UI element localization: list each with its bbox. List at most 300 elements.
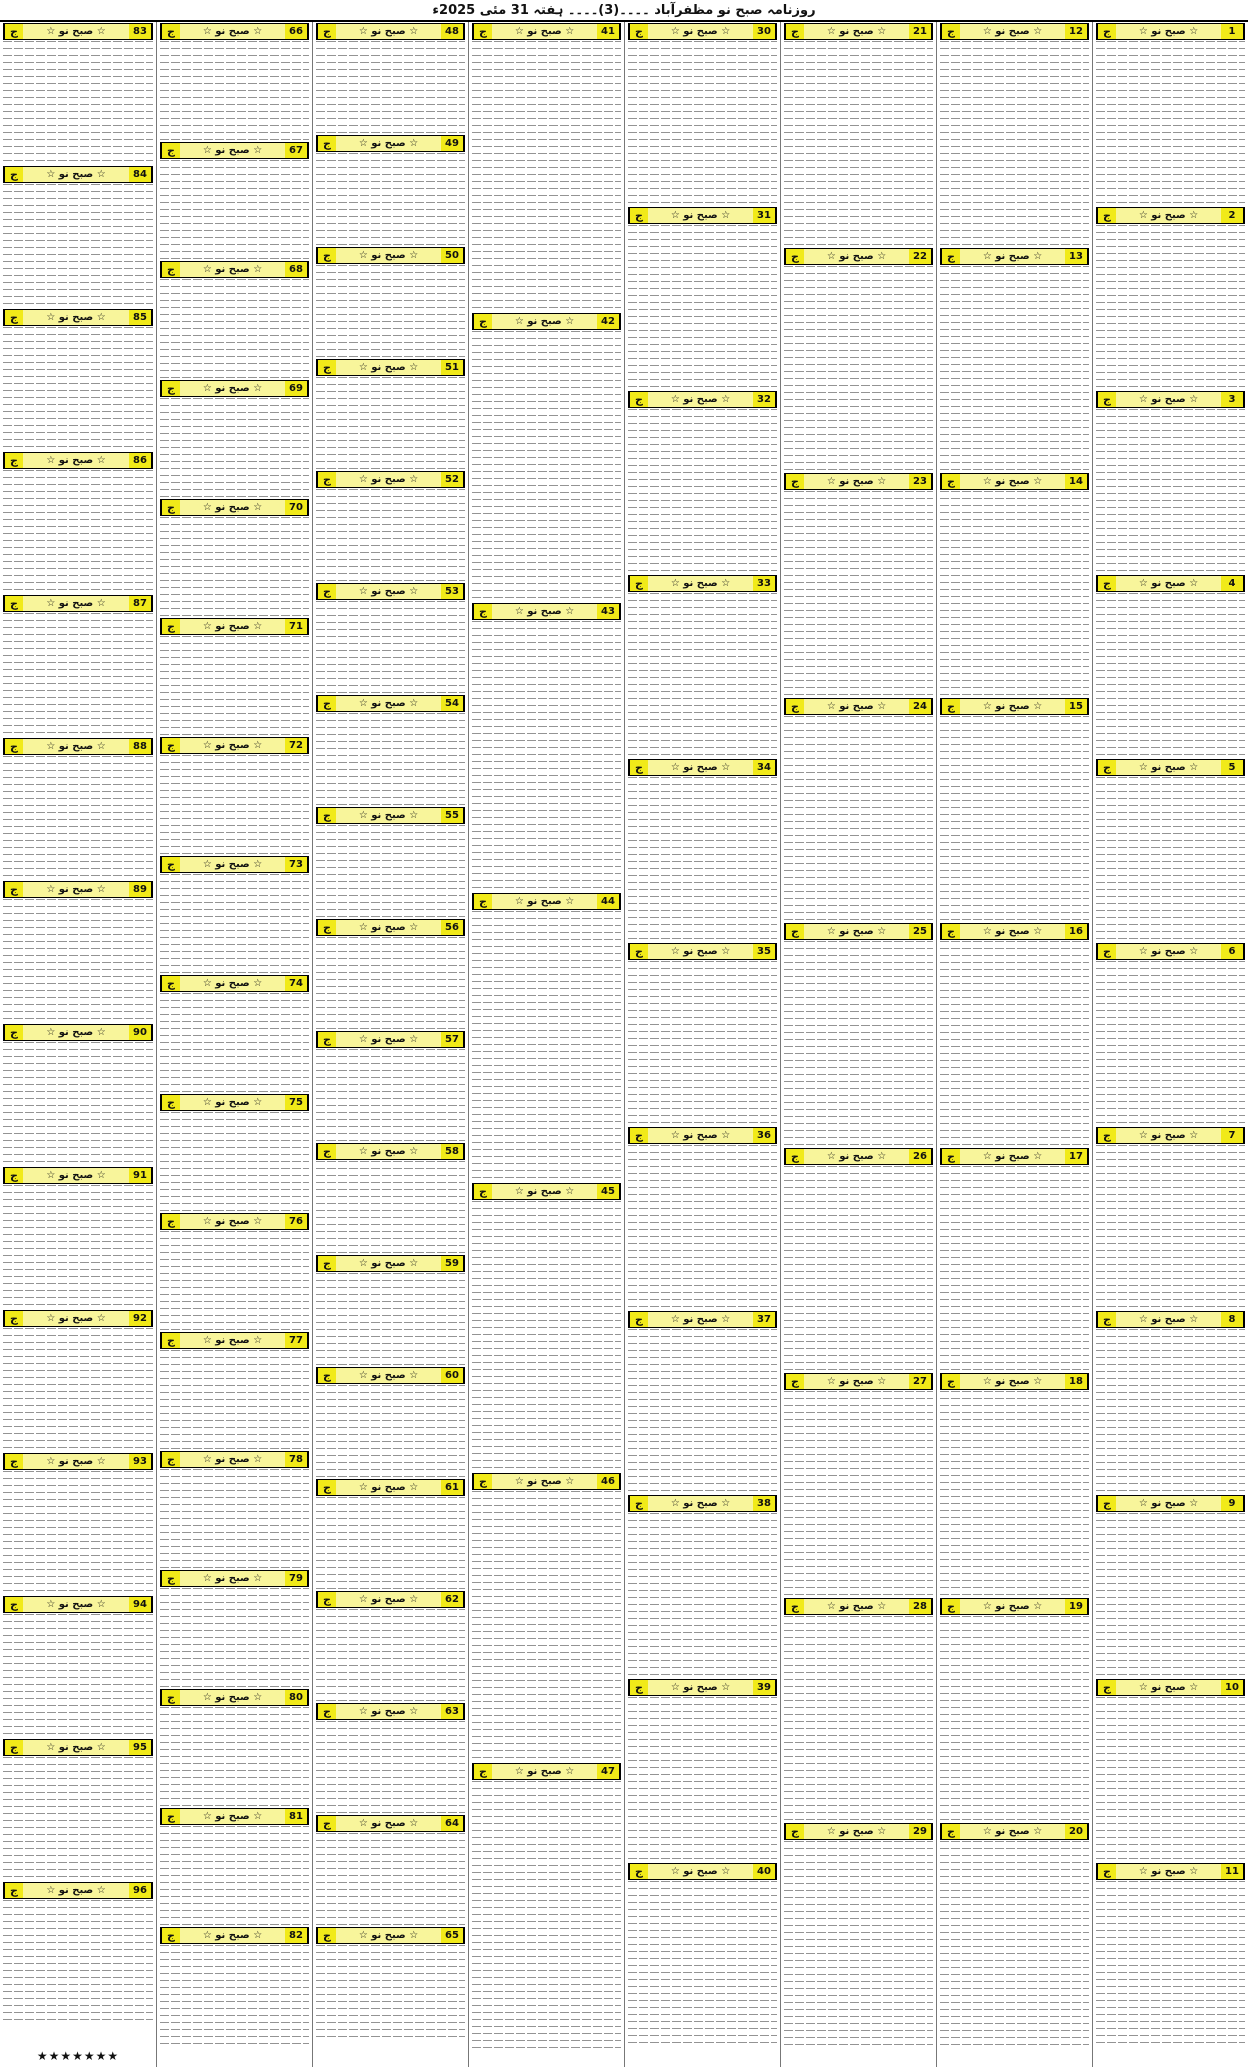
news-item-label: ☆ صبح نو ☆ [202, 1811, 263, 1822]
news-item [3, 1024, 153, 1165]
news-item-header [472, 603, 621, 620]
paper-logo-icon: ج [629, 944, 648, 959]
news-item [3, 166, 153, 307]
news-item-header [316, 807, 465, 824]
news-item-header [784, 698, 933, 715]
news-item-text [472, 911, 621, 1181]
news-item [3, 1882, 153, 2023]
paper-logo-icon: ج [161, 619, 180, 634]
news-item-number: 19 [1065, 1599, 1088, 1614]
news-item-text [316, 1833, 465, 1925]
paper-logo-icon: ج [473, 894, 492, 909]
news-item [3, 1596, 153, 1737]
news-item [940, 473, 1089, 696]
news-item [472, 23, 621, 311]
news-item-header [3, 1024, 153, 1041]
paper-logo-icon: ج [4, 1597, 23, 1612]
news-item [940, 923, 1089, 1146]
paper-logo-icon: ج [473, 314, 492, 329]
news-item-label: ☆ صبح نو ☆ [202, 978, 263, 989]
news-item-text [3, 41, 153, 164]
paper-logo-icon: ج [4, 453, 23, 468]
news-item-number: 51 [441, 360, 464, 375]
news-item-header [940, 1148, 1089, 1165]
news-item-header [784, 923, 933, 940]
news-item-label: ☆ صبح نو ☆ [1138, 762, 1199, 773]
news-item-number: 57 [441, 1032, 464, 1047]
news-item-header [160, 737, 309, 754]
news-item-label: ☆ صبح نو ☆ [670, 1866, 731, 1877]
news-item-header [1096, 1679, 1245, 1696]
news-item-header [1096, 759, 1245, 776]
news-item-label: ☆ صبح نو ☆ [202, 1930, 263, 1941]
news-item [1096, 1679, 1245, 1861]
paper-logo-icon: ج [161, 738, 180, 753]
news-item-header [472, 893, 621, 910]
news-item-number: 83 [129, 24, 152, 39]
news-item-number: 30 [753, 24, 776, 39]
news-item-number: 52 [441, 472, 464, 487]
news-item [160, 1808, 309, 1925]
paper-logo-icon: ج [161, 262, 180, 277]
paper-logo-icon: ج [1097, 1496, 1116, 1511]
news-item-text [1096, 1145, 1245, 1309]
news-item-number: 78 [285, 1452, 308, 1467]
paper-logo-icon: ج [161, 1690, 180, 1705]
news-item-label: ☆ صبح نو ☆ [1138, 578, 1199, 589]
news-item-text [472, 41, 621, 311]
news-item-number: 59 [441, 1256, 464, 1271]
news-item [3, 309, 153, 450]
news-item-text [940, 41, 1089, 246]
news-item-label: ☆ صبح نو ☆ [514, 316, 575, 327]
news-item [3, 1739, 153, 1880]
news-item-label: ☆ صبح نو ☆ [358, 586, 419, 597]
paper-logo-icon: ج [317, 808, 336, 823]
news-item-label: ☆ صبح نو ☆ [826, 476, 887, 487]
news-item [940, 1823, 1089, 2046]
news-item-label: ☆ صبح نو ☆ [202, 264, 263, 275]
news-item-label: ☆ صبح نو ☆ [826, 1376, 887, 1387]
news-item-header [316, 135, 465, 152]
news-item-number: 54 [441, 696, 464, 711]
news-item-number: 48 [441, 24, 464, 39]
paper-logo-icon: ج [317, 920, 336, 935]
news-item-number: 33 [753, 576, 776, 591]
paper-logo-icon: ج [317, 1704, 336, 1719]
paper-logo-icon: ج [629, 24, 648, 39]
news-item-text [160, 993, 309, 1092]
paper-logo-icon: ج [785, 1374, 804, 1389]
paper-logo-icon: ج [785, 699, 804, 714]
news-item-number: 45 [597, 1184, 620, 1199]
news-item-label: ☆ صبح نو ☆ [670, 762, 731, 773]
news-item-number: 72 [285, 738, 308, 753]
masthead [0, 0, 1248, 22]
news-item-header [472, 1763, 621, 1780]
news-item-number: 62 [441, 1592, 464, 1607]
news-item-header [1096, 23, 1245, 40]
news-item-label: ☆ صبح نو ☆ [982, 26, 1043, 37]
news-item [784, 1598, 933, 1821]
news-item-header [628, 1127, 777, 1144]
news-item-header [628, 1495, 777, 1512]
news-item-label: ☆ صبح نو ☆ [982, 251, 1043, 262]
paper-logo-icon: ج [785, 924, 804, 939]
news-item-text [316, 1049, 465, 1141]
news-item [316, 471, 465, 581]
news-item [1096, 23, 1245, 205]
news-item-text [1096, 41, 1245, 205]
news-item-header [628, 943, 777, 960]
news-item-label: ☆ صبح نو ☆ [46, 1742, 106, 1753]
news-item-number: 40 [753, 1864, 776, 1879]
news-item-label: ☆ صبح نو ☆ [358, 1706, 419, 1717]
news-item-label: ☆ صبح نو ☆ [46, 26, 106, 37]
paper-logo-icon: ج [4, 1883, 23, 1898]
news-item-number: 21 [909, 24, 932, 39]
paper-logo-icon: ج [1097, 208, 1116, 223]
paper-logo-icon: ج [4, 24, 23, 39]
news-item-text [3, 1471, 153, 1594]
paper-logo-icon: ج [317, 584, 336, 599]
paper-logo-icon: ج [785, 24, 804, 39]
news-item [784, 923, 933, 1146]
news-item [628, 1679, 777, 1861]
news-item-label: ☆ صبح نو ☆ [202, 26, 263, 37]
news-item-label: ☆ صبح نو ☆ [358, 1034, 419, 1045]
news-item-text [628, 225, 777, 389]
news-item-text [940, 716, 1089, 921]
news-item-number: 34 [753, 760, 776, 775]
news-item-header [3, 595, 153, 612]
paper-logo-icon: ج [317, 1256, 336, 1271]
news-item-header [316, 1367, 465, 1384]
news-item-header [628, 1863, 777, 1880]
news-item-number: 11 [1221, 1864, 1244, 1879]
news-item-text [1096, 1513, 1245, 1677]
paper-logo-icon: ج [161, 1214, 180, 1229]
news-item-text [472, 1201, 621, 1471]
paper-logo-icon: ج [4, 1168, 23, 1183]
news-item [940, 1148, 1089, 1371]
news-item-header [628, 575, 777, 592]
news-item-number: 10 [1221, 1680, 1244, 1695]
paper-logo-icon: ج [941, 1824, 960, 1839]
news-item [3, 738, 153, 879]
news-item [1096, 1495, 1245, 1677]
news-item-label: ☆ صبح نو ☆ [46, 1313, 106, 1324]
news-item [3, 452, 153, 593]
news-item-number: 80 [285, 1690, 308, 1705]
news-item-header [940, 473, 1089, 490]
news-item-text [160, 517, 309, 616]
news-item-label: ☆ صبح نو ☆ [358, 1258, 419, 1269]
news-item-header [316, 1927, 465, 1944]
news-item-text [316, 1385, 465, 1477]
news-item-label: ☆ صبح نو ☆ [982, 1151, 1043, 1162]
news-item-text [3, 613, 153, 736]
news-item [628, 943, 777, 1125]
column [780, 22, 936, 2067]
news-item [628, 575, 777, 757]
news-item-number: 91 [129, 1168, 152, 1183]
paper-logo-icon: ج [941, 1149, 960, 1164]
news-item-header [784, 1148, 933, 1165]
news-item-label: ☆ صبح نو ☆ [1138, 26, 1199, 37]
news-item-text [1096, 1329, 1245, 1493]
news-item-label: ☆ صبح نو ☆ [202, 1216, 263, 1227]
news-item [316, 695, 465, 805]
news-item-header [628, 1311, 777, 1328]
news-item [3, 23, 153, 164]
news-item-number: 44 [597, 894, 620, 909]
news-item-text [1096, 225, 1245, 389]
news-item-text [160, 1707, 309, 1806]
news-item [316, 23, 465, 133]
news-item-text [160, 636, 309, 735]
news-item-header [1096, 943, 1245, 960]
news-item-number: 43 [597, 604, 620, 619]
paper-logo-icon: ج [4, 1740, 23, 1755]
news-item [1096, 1311, 1245, 1493]
paper-logo-icon: ج [941, 924, 960, 939]
news-item-number: 86 [129, 453, 152, 468]
paper-logo-icon: ج [1097, 576, 1116, 591]
news-item-text [1096, 777, 1245, 941]
news-item [316, 1703, 465, 1813]
news-item [160, 1332, 309, 1449]
paper-logo-icon: ج [941, 474, 960, 489]
news-item-number: 89 [129, 882, 152, 897]
news-item-text [3, 1900, 153, 2023]
paper-logo-icon: ج [1097, 944, 1116, 959]
news-item [160, 1927, 309, 2044]
news-item-header [160, 1927, 309, 1944]
paper-logo-icon: ج [4, 310, 23, 325]
news-item-label: ☆ صبح نو ☆ [826, 926, 887, 937]
news-item-text [784, 1391, 933, 1596]
news-item-number: 41 [597, 24, 620, 39]
news-item-label: ☆ صبح نو ☆ [202, 145, 263, 156]
news-item-text [472, 1781, 621, 2051]
news-item-text [784, 1166, 933, 1371]
news-item-header [316, 23, 465, 40]
news-item-text [940, 1616, 1089, 1821]
paper-logo-icon: ج [629, 760, 648, 775]
paper-logo-icon: ج [473, 24, 492, 39]
news-item-number: 36 [753, 1128, 776, 1143]
news-item-text [316, 1945, 465, 2037]
news-item-text [316, 377, 465, 469]
news-item-header [3, 452, 153, 469]
paper-logo-icon: ج [941, 24, 960, 39]
news-item-text [628, 1881, 777, 2045]
news-item [3, 1453, 153, 1594]
news-item-label: ☆ صبح نو ☆ [982, 701, 1043, 712]
news-item-label: ☆ صبح نو ☆ [358, 138, 419, 149]
news-item [316, 1591, 465, 1701]
news-item-number: 68 [285, 262, 308, 277]
news-item-number: 94 [129, 1597, 152, 1612]
news-item-number: 6 [1221, 944, 1244, 959]
news-item-number: 49 [441, 136, 464, 151]
news-item-label: ☆ صبح نو ☆ [514, 1766, 575, 1777]
news-item [316, 247, 465, 357]
paper-logo-icon: ج [941, 249, 960, 264]
news-item-header [316, 695, 465, 712]
paper-logo-icon: ج [629, 1312, 648, 1327]
news-item [784, 1148, 933, 1371]
paper-logo-icon: ج [941, 1599, 960, 1614]
paper-logo-icon: ج [4, 739, 23, 754]
news-item [940, 698, 1089, 921]
news-item-header [784, 473, 933, 490]
news-item-text [316, 1721, 465, 1813]
news-item-text [160, 41, 309, 140]
paper-logo-icon: ج [317, 1928, 336, 1943]
paper-logo-icon: ج [629, 1128, 648, 1143]
news-item-label: ☆ صبح نو ☆ [202, 502, 263, 513]
news-item-header [784, 1823, 933, 1840]
news-item [472, 313, 621, 601]
news-item-number: 46 [597, 1474, 620, 1489]
news-item [316, 1255, 465, 1365]
paper-logo-icon: ج [161, 976, 180, 991]
news-item-text [784, 1616, 933, 1821]
news-item-label: ☆ صبح نو ☆ [358, 362, 419, 373]
news-item-label: ☆ صبح نو ☆ [358, 1482, 419, 1493]
news-item-number: 39 [753, 1680, 776, 1695]
news-item-number: 67 [285, 143, 308, 158]
news-item-text [160, 1112, 309, 1211]
news-item-number: 85 [129, 310, 152, 325]
paper-logo-icon: ج [1097, 1128, 1116, 1143]
news-item-label: ☆ صبح نو ☆ [202, 1454, 263, 1465]
news-item-header [1096, 575, 1245, 592]
news-item-text [784, 41, 933, 246]
paper-logo-icon: ج [317, 472, 336, 487]
news-item [160, 261, 309, 378]
paper-logo-icon: ج [473, 1184, 492, 1199]
news-item [784, 473, 933, 696]
column [312, 22, 468, 2067]
news-item-text [3, 1185, 153, 1308]
news-item-text [160, 1231, 309, 1330]
news-item-label: ☆ صبح نو ☆ [202, 859, 263, 870]
news-item-header [316, 1143, 465, 1160]
column [468, 22, 624, 2067]
news-item-header [628, 207, 777, 224]
news-item-number: 88 [129, 739, 152, 754]
news-item-number: 29 [909, 1824, 932, 1839]
news-item-label: ☆ صبح نو ☆ [202, 740, 263, 751]
news-item-number: 84 [129, 167, 152, 182]
news-item-label: ☆ صبح نو ☆ [358, 474, 419, 485]
news-item-header [160, 1332, 309, 1349]
news-item-text [940, 1166, 1089, 1371]
news-item [316, 1815, 465, 1925]
news-item-number: 13 [1065, 249, 1088, 264]
news-item [628, 207, 777, 389]
news-item-header [940, 1598, 1089, 1615]
news-item-header [160, 1213, 309, 1230]
paper-logo-icon: ج [161, 381, 180, 396]
news-item-label: ☆ صبح نو ☆ [826, 1151, 887, 1162]
news-item-number: 3 [1221, 392, 1244, 407]
news-item-number: 79 [285, 1571, 308, 1586]
news-item-number: 38 [753, 1496, 776, 1511]
news-item-text [628, 961, 777, 1125]
news-item-label: ☆ صبح نو ☆ [202, 621, 263, 632]
news-item-text [1096, 593, 1245, 757]
news-item-text [628, 1697, 777, 1861]
news-item-label: ☆ صبح نو ☆ [514, 1186, 575, 1197]
news-item-text [160, 1945, 309, 2044]
paper-logo-icon: ج [161, 24, 180, 39]
news-item [784, 698, 933, 921]
news-item-header [3, 1882, 153, 1899]
news-item-label: ☆ صبح نو ☆ [46, 1885, 106, 1896]
paper-logo-icon: ج [317, 248, 336, 263]
paper-logo-icon: ج [941, 1374, 960, 1389]
news-item-header [940, 923, 1089, 940]
news-item-text [316, 153, 465, 245]
news-item-header [1096, 1495, 1245, 1512]
news-item-label: ☆ صبح نو ☆ [670, 1498, 731, 1509]
news-item-number: 28 [909, 1599, 932, 1614]
news-item-header [160, 499, 309, 516]
news-item-number: 26 [909, 1149, 932, 1164]
news-item-label: ☆ صبح نو ☆ [514, 1476, 575, 1487]
news-item-header [316, 919, 465, 936]
news-item-text [628, 1145, 777, 1309]
paper-logo-icon: ج [317, 1144, 336, 1159]
news-item-number: 92 [129, 1311, 152, 1326]
news-item-label: ☆ صبح نو ☆ [982, 1826, 1043, 1837]
news-item-text [316, 265, 465, 357]
news-item-text [784, 1841, 933, 2046]
news-item-label: ☆ صبح نو ☆ [514, 606, 575, 617]
news-item-text [160, 874, 309, 973]
news-item-header [1096, 1311, 1245, 1328]
news-item-number: 8 [1221, 1312, 1244, 1327]
news-item-header [160, 975, 309, 992]
news-item [316, 1367, 465, 1477]
news-item-number: 58 [441, 1144, 464, 1159]
news-item-text [3, 1042, 153, 1165]
news-item-label: ☆ صبح نو ☆ [670, 578, 731, 589]
news-item-number: 31 [753, 208, 776, 223]
paper-logo-icon: ج [317, 136, 336, 151]
news-item-header [628, 23, 777, 40]
news-item-number: 65 [441, 1928, 464, 1943]
news-item-label: ☆ صبح نو ☆ [202, 1097, 263, 1108]
news-item-header [3, 1167, 153, 1184]
news-item [1096, 943, 1245, 1125]
news-item-number: 32 [753, 392, 776, 407]
news-item-header [3, 738, 153, 755]
news-item-label: ☆ صبح نو ☆ [982, 476, 1043, 487]
news-item-header [628, 759, 777, 776]
news-item-header [316, 359, 465, 376]
news-item-header [628, 1679, 777, 1696]
news-item-number: 87 [129, 596, 152, 611]
news-item [160, 499, 309, 616]
news-item-text [784, 266, 933, 471]
news-item-number: 9 [1221, 1496, 1244, 1511]
news-item [940, 23, 1089, 246]
